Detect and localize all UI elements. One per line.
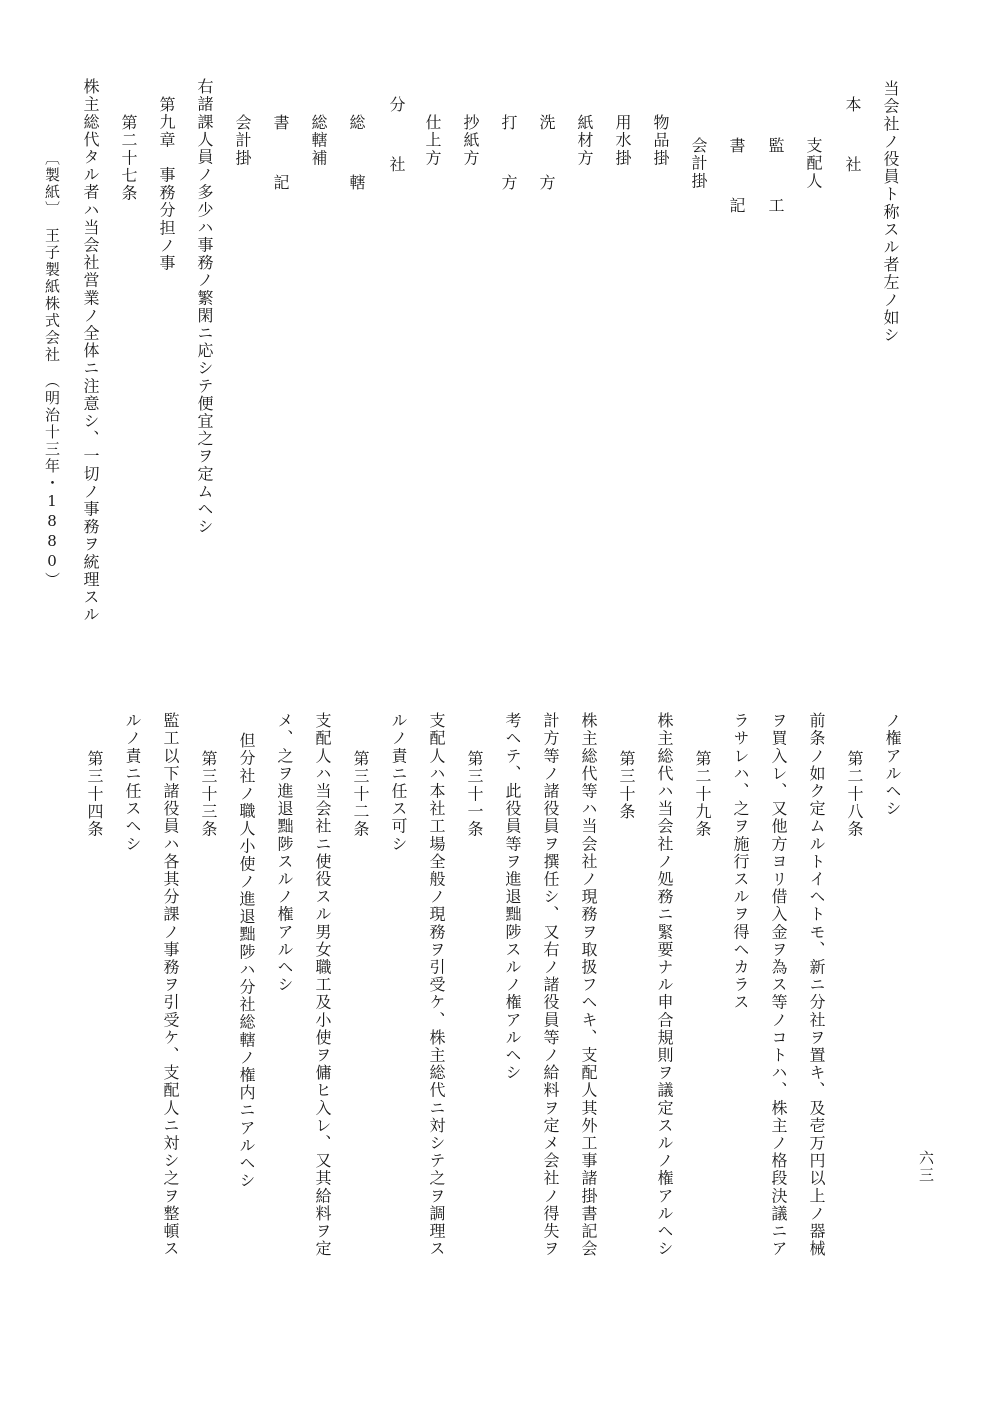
article-heading: 第二十七条	[119, 114, 138, 202]
body-line: 株主総代ハ当会社ノ処務ニ緊要ナル申合規則ヲ議定スルノ権アルヘシ	[655, 712, 674, 1258]
role-item: 書 記	[271, 114, 290, 204]
article-text: 株主総代タル者ハ当会社営業ノ全体ニ注意シ、一切ノ事務ヲ統理スル	[81, 78, 100, 624]
body-line: 支配人ハ本社工場全般ノ現務ヲ引受ケ、株主総代ニ対シテ之ヲ調理ス	[427, 712, 446, 1258]
role-item: 洗 方	[537, 114, 556, 204]
article-heading: 第二十八条	[845, 750, 864, 838]
role-item: 総轄補	[309, 114, 328, 167]
role-item: 仕上方	[423, 114, 442, 167]
role-item: 総 轄	[347, 114, 366, 204]
article-heading: 第三十二条	[351, 750, 370, 838]
role-item: 監 工	[766, 137, 785, 227]
article-heading: 第二十九条	[693, 750, 712, 838]
body-line: 但分社ノ職人小使ノ進退黜陟ハ分社総轄ノ権内ニアルヘシ	[237, 732, 256, 1190]
article-heading: 第三十条	[617, 750, 636, 821]
note-line: 右諸課人員ノ多少ハ事務ノ繁閑ニ応シテ便宜之ヲ定ムヘシ	[195, 78, 214, 536]
role-item: 紙材方	[575, 114, 594, 167]
section-honsha: 本 社	[843, 96, 862, 186]
role-item: 用水掛	[613, 114, 632, 167]
page-number: 六三	[917, 1150, 935, 1184]
source-caption: 〔製紙〕 王子製紙株式会社 （明治十三年・1880）	[43, 150, 61, 589]
article-heading: 第三十三条	[199, 750, 218, 838]
article-heading: 第三十一条	[465, 750, 484, 838]
article-heading: 第三十四条	[85, 750, 104, 838]
body-line: 前条ノ如ク定ムルトイヘトモ、新ニ分社ヲ置キ、及壱万円以上ノ器械	[807, 712, 826, 1258]
body-line: ルノ責ニ任スヘシ	[123, 712, 142, 853]
body-line: 考ヘテ、此役員等ヲ進退黜陟スルノ権アルヘシ	[503, 712, 522, 1082]
role-item: 物品掛	[651, 114, 670, 167]
role-item: 会計掛	[233, 114, 252, 167]
body-line: ノ権アルヘシ	[883, 712, 902, 818]
body-line: メ、之ヲ進退黜陟スルノ権アルヘシ	[275, 712, 294, 994]
header-line: 当会社ノ役員ト称スル者左ノ如シ	[881, 80, 900, 344]
chapter-heading: 第九章 事務分担ノ事	[157, 96, 176, 272]
body-line: ルノ責ニ任ス可シ	[389, 712, 408, 853]
role-item: 会計掛	[689, 137, 708, 190]
body-line: ヲ買入レ、又他方ヨリ借入金ヲ為ス等ノコトハ、株主ノ格段決議ニア	[769, 712, 788, 1258]
role-item: 支配人	[804, 137, 823, 190]
body-line: 計方等ノ諸役員ヲ撰任シ、又右ノ諸役員等ノ給料ヲ定メ会社ノ得失ヲ	[541, 712, 560, 1258]
body-line: 支配人ハ当会社ニ使役スル男女職工及小使ヲ傭ヒ入レ、又其給料ヲ定	[313, 712, 332, 1258]
body-line: 監工以下諸役員ハ各其分課ノ事務ヲ引受ケ、支配人ニ対シ之ヲ整頓ス	[161, 712, 180, 1258]
body-line: ラサレハ、之ヲ施行スルヲ得ヘカラス	[731, 712, 750, 1012]
body-line: 株主総代等ハ当会社ノ現務ヲ取扱フヘキ、支配人其外工事諸掛書記会	[579, 712, 598, 1258]
role-item: 打 方	[499, 114, 518, 204]
role-item: 書 記	[727, 137, 746, 227]
section-bunsha: 分 社	[387, 96, 406, 186]
role-item: 抄紙方	[461, 114, 480, 167]
